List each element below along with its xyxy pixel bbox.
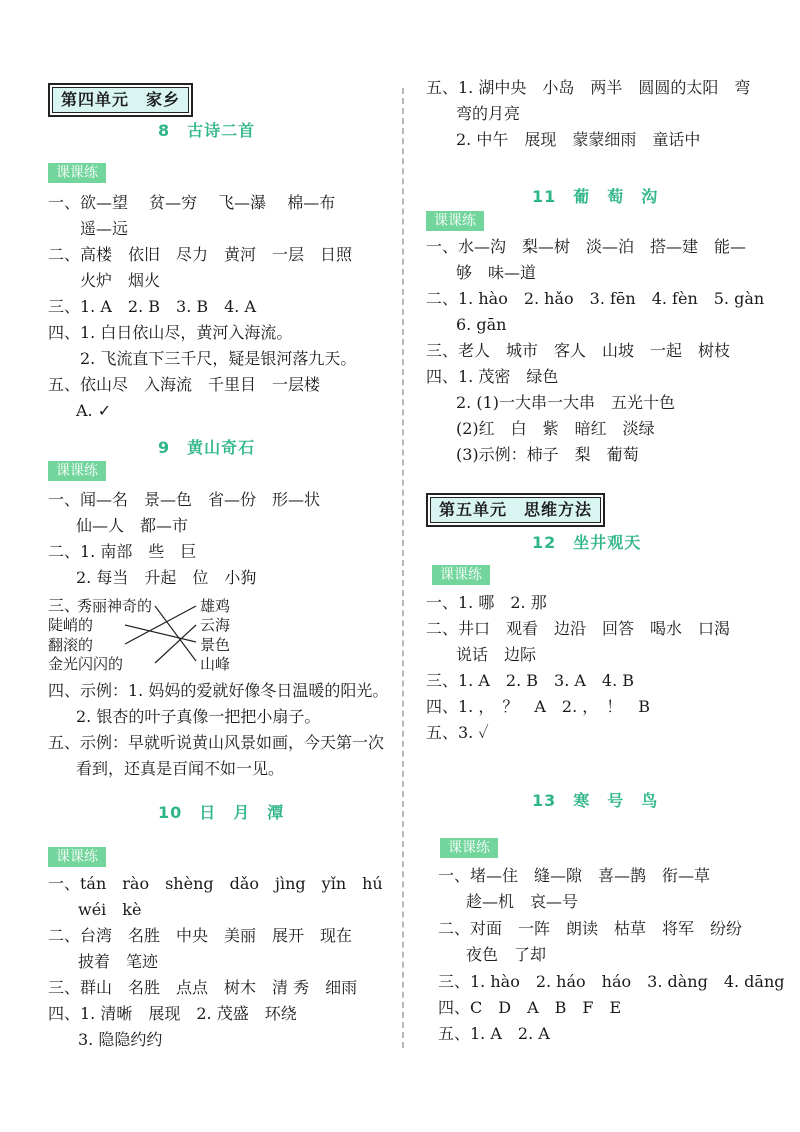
match-right-item: 云海 xyxy=(200,616,231,634)
lesson12-tag: 课课练 xyxy=(432,565,490,585)
answer-line: 二、对面 一阵 朗读 枯草 将军 纷纷 xyxy=(438,919,743,938)
answer-line: 2. 银杏的叶子真像一把把小扇子。 xyxy=(76,707,321,726)
answer-line: 2. (1)一大串一大串 五光十色 xyxy=(456,393,676,412)
answer-line: 二、1. hào 2. hǎo 3. fēn 4. fèn 5. gàn xyxy=(426,289,765,308)
answer-line: 四、1. ， ？ A 2. ， ！ B xyxy=(426,697,651,716)
answer-line: (2)红 白 紫 暗红 淡绿 xyxy=(456,419,655,438)
lesson9-title: 9 黄山奇石 xyxy=(158,438,256,457)
match-prefix: 三、 xyxy=(48,596,81,615)
answer-line: wéi kè xyxy=(78,900,142,919)
answer-line: 二、井口 观看 边沿 回答 喝水 口渴 xyxy=(426,619,731,638)
match-line xyxy=(125,606,196,644)
answer-line: 弯的月亮 xyxy=(456,104,521,123)
answer-line: 五、依山尽 入海流 千里目 一层楼 xyxy=(48,375,321,394)
unit4-title: 第四单元 家乡 xyxy=(52,87,189,113)
answer-line: 三、1. hào 2. háo háo 3. dàng 4. dāng xyxy=(438,972,785,991)
answer-line: 够 味—道 xyxy=(456,263,537,282)
answer-line: 二、高楼 依旧 尽力 黄河 一层 日照 xyxy=(48,245,353,264)
lesson13-title: 13 寒 号 鸟 xyxy=(532,791,659,810)
lesson11-tag: 课课练 xyxy=(426,211,484,231)
answer-line: 五、1. A 2. A xyxy=(438,1024,550,1043)
answer-line: A. ✓ xyxy=(76,401,112,420)
unit5-title: 第五单元 思维方法 xyxy=(430,497,601,523)
answer-line: 披着 笔迹 xyxy=(78,952,159,971)
match-lines xyxy=(0,0,400,700)
answer-line: 四、1. 茂密 绿色 xyxy=(426,367,559,386)
answer-line: 2. 飞流直下三千尺，疑是银河落九天。 xyxy=(80,349,357,368)
answer-line: 趁—机 哀—号 xyxy=(466,892,579,911)
answer-line: 看到，还真是百闻不如一见。 xyxy=(76,759,285,778)
answer-line: 四、1. 白日依山尽，黄河入海流。 xyxy=(48,323,293,342)
lesson9-tag: 课课练 xyxy=(48,461,106,481)
answer-line: 夜色 了却 xyxy=(466,945,547,964)
answer-line: 一、闻—名 景—色 省—份 形—状 xyxy=(48,490,321,509)
answer-line: 四、C D A B F E xyxy=(438,998,622,1017)
match-line xyxy=(155,625,196,663)
answer-line: 一、1. 哪 2. 那 xyxy=(426,593,547,612)
answer-line: 6. gān xyxy=(456,315,507,334)
lesson8-tag: 课课练 xyxy=(48,163,106,183)
answer-line: 3. 隐隐约约 xyxy=(78,1030,163,1049)
lesson8-title: 8 古诗二首 xyxy=(158,121,256,140)
answer-line: 五、1. 湖中央 小岛 两半 圆圆的太阳 弯 xyxy=(426,78,751,97)
answer-line: 遥—远 xyxy=(80,219,129,238)
answer-line: 三、群山 名胜 点点 树木 清 秀 细雨 xyxy=(48,978,358,997)
answer-line: 三、1. A 2. B 3. B 4. A xyxy=(48,297,257,316)
match-left-item: 陡峭的 xyxy=(48,616,94,634)
answer-line: 二、台湾 名胜 中央 美丽 展开 现在 xyxy=(48,926,353,945)
lesson10-title: 10 日 月 潭 xyxy=(158,803,285,822)
match-right-item: 雄鸡 xyxy=(200,597,231,615)
answer-line: 四、1. 清晰 展现 2. 茂盛 环绕 xyxy=(48,1004,297,1023)
answer-line: 说话 边际 xyxy=(456,645,537,664)
answer-line: 火炉 烟火 xyxy=(80,271,161,290)
answer-line: 一、tán rào shèng dǎo jìng yǐn hú xyxy=(48,874,383,893)
answer-line: 一、堵—住 缝—隙 喜—鹊 衔—草 xyxy=(438,866,711,885)
match-right-item: 景色 xyxy=(200,636,231,654)
answer-line: 2. 每当 升起 位 小狗 xyxy=(76,568,257,587)
match-left-item: 秀丽神奇的 xyxy=(77,597,153,615)
answer-line: 一、欲—望 贫—穷 飞—瀑 棉—布 xyxy=(48,193,336,212)
answer-line: 仙—人 都—市 xyxy=(76,516,189,535)
lesson11-title: 11 葡 萄 沟 xyxy=(532,187,659,206)
answer-line: 2. 中午 展现 蒙蒙细雨 童话中 xyxy=(456,130,701,149)
answer-line: 二、1. 南部 些 巨 xyxy=(48,542,197,561)
answer-line: 三、老人 城市 客人 山坡 一起 树枝 xyxy=(426,341,731,360)
lesson13-tag: 课课练 xyxy=(440,838,498,858)
answer-line: (3)示例：柿子 梨 葡萄 xyxy=(456,445,639,464)
lesson10-tag: 课课练 xyxy=(48,847,106,867)
answer-line: 三、1. A 2. B 3. A 4. B xyxy=(426,671,635,690)
column-divider xyxy=(402,88,404,1048)
lesson12-title: 12 坐井观天 xyxy=(532,533,642,552)
match-line xyxy=(125,625,196,642)
answer-line: 一、水—沟 梨—树 淡—泊 搭—建 能— xyxy=(426,237,747,256)
match-right-item: 山峰 xyxy=(200,655,231,673)
answer-line: 五、示例：早就听说黄山风景如画，今天第一次 xyxy=(48,733,385,752)
match-left-item: 金光闪闪的 xyxy=(48,655,124,673)
answer-line: 四、示例：1. 妈妈的爱就好像冬日温暖的阳光。 xyxy=(48,681,389,700)
match-left-item: 翻滚的 xyxy=(48,636,94,654)
unit5-header xyxy=(426,493,605,527)
answer-line: 五、3. ✓ xyxy=(426,723,489,742)
